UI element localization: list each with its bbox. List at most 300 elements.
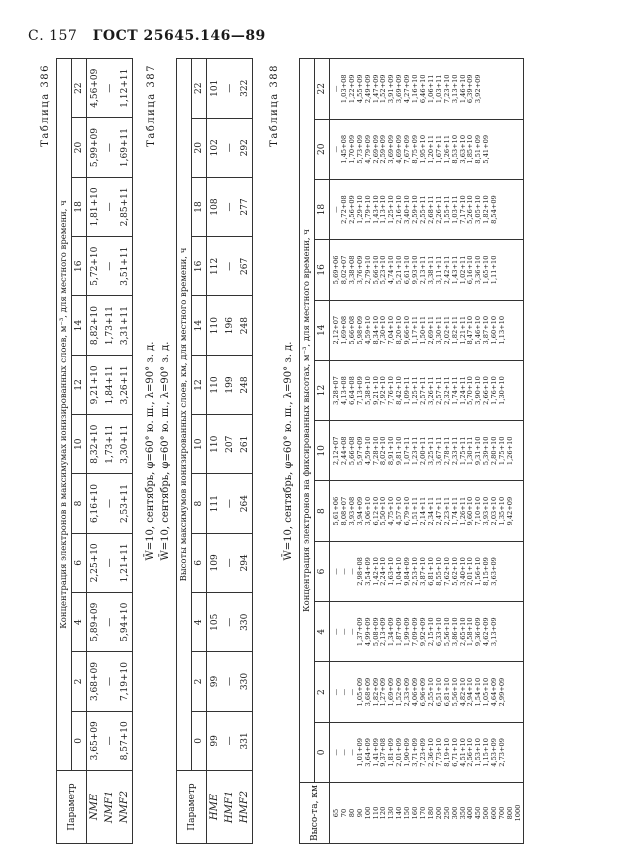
table-cell: 331 (237, 711, 253, 770)
table-cell: 2,12+07 (330, 421, 341, 481)
table-cell: 1,26+11 (460, 481, 468, 541)
table-cell: — (102, 593, 117, 652)
table-title: W̄=10, сентябрь, φ=60° ю. ш., λ=90° з. д. (160, 341, 171, 561)
table-cell (507, 179, 515, 239)
table-cell: 1,85+10 (467, 119, 475, 179)
hour-header: 4 (192, 593, 207, 652)
table-cell: 6,96+09 (420, 662, 428, 722)
table-cell: 1,82+09 (373, 662, 381, 722)
table-cell: — (102, 118, 117, 177)
table-cell: 5,23+10 (380, 240, 388, 300)
table-cell: 6,16+10 (467, 240, 475, 300)
table-cell: 1,03+11 (436, 59, 444, 120)
table-cell: 8,19+10 (444, 722, 452, 782)
table-cell: 1,03+08 (341, 59, 349, 120)
table-cell: 1,53+10 (475, 722, 483, 782)
table-cell: 1,11+10 (491, 240, 499, 300)
table-cell: 1,07+11 (404, 421, 412, 481)
table-cell: 1,52+09 (396, 662, 404, 722)
table-cell: 6,46+10 (420, 59, 428, 120)
hour-header: 16 (315, 240, 330, 300)
table-cell: 8,15+09 (483, 541, 491, 601)
hour-header: 6 (72, 533, 87, 592)
table-cell: 322 (237, 59, 253, 119)
table-cell: 277 (237, 177, 253, 236)
height-header: Высо-та, км (300, 783, 330, 844)
table-cell: 1,81+10 (87, 177, 103, 236)
table-cell: 6,61+10 (404, 240, 412, 300)
table-cell: 1,82+11 (452, 300, 460, 360)
table-cell: — (330, 602, 341, 662)
table-cell: 3,63+10 (460, 119, 468, 179)
table-cell: 5,46+10 (475, 300, 483, 360)
table-cell: 2,79+10 (365, 240, 373, 300)
table-cell: 1,03+11 (452, 179, 460, 239)
table-cell: 6,71+10 (452, 722, 460, 782)
hour-header: 10 (192, 415, 207, 474)
table-cell: 7,13+09 (357, 360, 365, 420)
table-cell: 8,54+09 (491, 179, 499, 239)
table-cell: 1,09+11 (404, 360, 412, 420)
hour-header: 4 (72, 593, 87, 652)
height-cell: 140 (396, 783, 404, 844)
table-cell: 7,17+10 (460, 179, 468, 239)
table-cell: 3,30+11 (436, 300, 444, 360)
table-cell: 6,79+10 (404, 481, 412, 541)
table-cell: 8,32+10 (87, 415, 103, 474)
height-cell: 300 (452, 783, 460, 844)
table-cell: 2,56+10 (467, 722, 475, 782)
table-cell: 7,04+10 (388, 300, 396, 360)
table-cell (507, 300, 515, 360)
table-386 (56, 58, 133, 844)
table-cell: 3,68+09 (365, 662, 373, 722)
table-cell: 1,29+10 (357, 179, 365, 239)
table-cell: 3,90+10 (475, 360, 483, 420)
table-cell: 3,54+09 (365, 541, 373, 601)
table-cell: 2,26+11 (436, 179, 444, 239)
table-cell: 196 (222, 296, 237, 355)
table-cell (483, 59, 491, 120)
table-cell: 1,30+10 (499, 360, 507, 420)
hour-header: 12 (192, 355, 207, 414)
table-cell: 8,82+10 (87, 296, 103, 355)
param-name: HMF2 (237, 771, 253, 844)
table-cell: — (341, 722, 349, 782)
table-cell: 2,57+11 (420, 360, 428, 420)
height-cell: 120 (380, 783, 388, 844)
table-cell: 3,87+10 (420, 541, 428, 601)
table-cell (499, 602, 507, 662)
table-cell (515, 119, 523, 179)
table-title-386: W̄=10, сентябрь, φ=60° ю. ш., λ=90° з. д. (145, 341, 156, 561)
table-cell: 2,33+11 (452, 421, 460, 481)
table-cell: 110 (207, 296, 223, 355)
table-cell: 1,05+09 (357, 662, 365, 722)
table-cell: — (222, 237, 237, 296)
table-cell (507, 602, 515, 662)
table-cell (515, 179, 523, 239)
hour-header: 10 (72, 415, 87, 474)
table-cell: — (349, 722, 357, 782)
height-cell: 450 (475, 783, 483, 844)
param-name: NMF1 (102, 771, 117, 844)
table-cell: 3,69+09 (396, 59, 404, 120)
table-cell (507, 360, 515, 420)
table-cell: 99 (207, 652, 223, 711)
table-cell: 1,79+10 (365, 179, 373, 239)
hour-header: 2 (192, 652, 207, 711)
table-cell: 4,79+09 (365, 119, 373, 179)
table-label: Таблица 388 (269, 64, 280, 147)
table-cell: 3,87+10 (483, 300, 491, 360)
hour-header: 8 (192, 474, 207, 533)
table-cell: 4,99+09 (365, 602, 373, 662)
table-cell: 3,25+11 (428, 421, 436, 481)
table-cell (515, 360, 523, 420)
table-cell: 3,36+10 (475, 240, 483, 300)
table-cell: 1,70+09 (349, 119, 357, 179)
table-cell: 6,12+10 (373, 481, 381, 541)
table-cell: 3,86+10 (452, 602, 460, 662)
table-cell: 3,64+09 (365, 722, 373, 782)
table-cell: 1,25+10 (388, 179, 396, 239)
table-cell: 9,81+10 (396, 421, 404, 481)
table-cell: 1,21+11 (117, 533, 133, 592)
table-cell: 4,59+10 (365, 300, 373, 360)
table-cell: — (349, 541, 357, 601)
table-cell: 7,19+10 (117, 652, 133, 711)
table-cell: 6,39+09 (467, 59, 475, 120)
table-cell: 3,26+11 (428, 360, 436, 420)
hour-header: 14 (192, 296, 207, 355)
table-cell: — (330, 662, 341, 722)
table-cell: 2,03+10 (491, 481, 499, 541)
table-cell: 99 (207, 711, 223, 770)
height-cell: 500 (483, 783, 491, 844)
table-cell: 7,30+10 (380, 300, 388, 360)
table-cell: 2,00+11 (420, 421, 428, 481)
table-cell: — (330, 59, 341, 120)
table-cell: 3,26+11 (117, 355, 133, 414)
height-cell: 130 (388, 783, 396, 844)
table-cell: 5,73+09 (357, 119, 365, 179)
table-cell: 248 (237, 296, 253, 355)
table-cell: 2,85+11 (117, 177, 133, 236)
table-cell: 9,60+10 (467, 481, 475, 541)
table-cell (515, 240, 523, 300)
hour-header: 2 (72, 652, 87, 711)
table-cell: 5,50+10 (380, 481, 388, 541)
table-cell: 3,13+10 (452, 59, 460, 120)
param-name: NMF2 (117, 771, 133, 844)
table-cell: 207 (222, 415, 237, 474)
table-cell: 1,69+09 (388, 662, 396, 722)
table-cell: 3,69+09 (388, 119, 396, 179)
table-cell: — (341, 602, 349, 662)
table-title: W̄=10, сентябрь, φ=60° ю. ш., λ=90° з. д. (283, 341, 294, 561)
hour-header: 20 (192, 118, 207, 177)
table-cell: 1,20+11 (428, 119, 436, 179)
table-cell: — (222, 177, 237, 236)
table-cell: 8,53+10 (452, 119, 460, 179)
table-cell: 1,16+10 (412, 59, 420, 120)
table-cell: 1,15+10 (483, 722, 491, 782)
table-cell: 1,47+09 (373, 59, 381, 120)
table-cell: 6,64+08 (349, 360, 357, 420)
table-cell (515, 602, 523, 662)
table-cell: 2,32+11 (444, 360, 452, 420)
table-row (87, 59, 103, 844)
table-cell: 5,21+10 (396, 240, 404, 300)
table-row (207, 59, 223, 844)
table-cell: — (222, 474, 237, 533)
table-cell: 8,55+10 (436, 541, 444, 601)
table-cell: 199 (222, 355, 237, 414)
table-cell: 5,70+10 (467, 360, 475, 420)
table-cell: 5,66+10 (373, 240, 381, 300)
table-cell: 3,76+09 (357, 240, 365, 300)
table-cell: 3,91+09 (388, 59, 396, 120)
table-cell: 2,25+10 (87, 533, 103, 592)
table-cell: 2,33+09 (404, 662, 412, 722)
table-cell: 5,99+09 (87, 118, 103, 177)
table-cell: 1,67+11 (436, 119, 444, 179)
table-cell: 4,56+09 (87, 59, 103, 118)
height-cell: 800 (507, 783, 515, 844)
table-cell: 5,98+09 (357, 300, 365, 360)
table-row (237, 59, 253, 844)
table-cell: 1,25+11 (412, 360, 420, 420)
table-cell (499, 119, 507, 179)
table-cell: 2,68+11 (428, 179, 436, 239)
table-cell: — (102, 237, 117, 296)
table-cell: 261 (237, 415, 253, 474)
table-cell: 1,41+09 (373, 722, 381, 782)
table-cell: 7,76+10 (388, 360, 396, 420)
height-cell: 160 (412, 783, 420, 844)
table-cell: 1,51+11 (412, 481, 420, 541)
table-cell: 1,75+11 (460, 421, 468, 481)
table-cell: 2,01+09 (396, 722, 404, 782)
table-cell: 9,21+10 (87, 355, 103, 414)
table-cell (507, 662, 515, 722)
table-cell: 8,51+09 (475, 119, 483, 179)
table-cell: 3,40+10 (460, 541, 468, 601)
table-cell: 5,08+09 (373, 602, 381, 662)
table-cell: 4,59+10 (365, 421, 373, 481)
table-cell: 8,02+10 (380, 421, 388, 481)
hour-header: 18 (192, 177, 207, 236)
table-cell: 9,66+10 (404, 300, 412, 360)
table-cell: 1,69+08 (341, 300, 349, 360)
table-cell: 9,31+10 (475, 421, 483, 481)
table-cell: 3,51+11 (117, 237, 133, 296)
table-cell (507, 59, 515, 120)
height-cell: 180 (428, 783, 436, 844)
table-cell: 2,78+11 (444, 421, 452, 481)
table-cell: 3,71+09 (412, 722, 420, 782)
table-cell: 3,40+10 (404, 179, 412, 239)
table-cell: 1,02+11 (460, 240, 468, 300)
hour-header: 18 (315, 179, 330, 239)
table-cell: 5,56+10 (444, 602, 452, 662)
height-cell: 80 (349, 783, 357, 844)
table-cell: 7,67+09 (404, 119, 412, 179)
table-cell: 9,42+09 (507, 481, 515, 541)
table-cell: 2,13+09 (380, 602, 388, 662)
hour-header: 12 (72, 355, 87, 414)
table-cell: 4,64+09 (491, 662, 499, 722)
height-cell: 700 (499, 783, 507, 844)
height-cell: 1000 (515, 783, 523, 844)
table-cell: 2,94+10 (467, 662, 475, 722)
table-cell: 294 (237, 533, 253, 592)
table-cell: 9,84+09 (404, 541, 412, 601)
table-cell: 8,08+07 (341, 481, 349, 541)
table-cell: 3,92+09 (475, 59, 483, 120)
param-name: HMF1 (222, 771, 237, 844)
table-cell: 2,53+10 (412, 541, 420, 601)
table-cell: 8,02+07 (341, 240, 349, 300)
table-cell: 1,75+10 (499, 421, 507, 481)
table-cell: 1,81+09 (388, 722, 396, 782)
table-cell (491, 59, 499, 120)
height-cell: 150 (404, 783, 412, 844)
table-cell: 1,45+08 (341, 119, 349, 179)
table-cell: 1,60+10 (491, 300, 499, 360)
table-cell: 109 (207, 533, 223, 592)
table-cell: 2,47+11 (436, 481, 444, 541)
table-cell: 4,82+10 (460, 662, 468, 722)
table-caption: Высоты максимумов ионизированных слоев, км, для местного времени, ч (177, 59, 192, 771)
table-cell: 3,65+09 (87, 711, 103, 770)
height-cell: 350 (460, 783, 468, 844)
table-cell: 1,95+10 (420, 119, 428, 179)
table-cell (515, 662, 523, 722)
table-cell: 3,28+07 (330, 360, 341, 420)
table-cell: 101 (207, 59, 223, 119)
table-cell: 1,84+11 (102, 355, 117, 414)
hour-header: 8 (315, 481, 330, 541)
hour-header: 22 (315, 59, 330, 120)
table-cell (515, 541, 523, 601)
table-cell: 4,57+10 (396, 481, 404, 541)
table-cell (499, 541, 507, 601)
table-cell: — (102, 59, 117, 118)
table-cell: 2,49+09 (365, 59, 373, 120)
table-cell: 8,91+10 (388, 421, 396, 481)
hour-header: 0 (315, 722, 330, 782)
hour-header: 20 (72, 118, 87, 177)
table-cell: 6,33+10 (436, 602, 444, 662)
table-cell: 5,66+08 (349, 421, 357, 481)
table-cell: 8,34+10 (373, 300, 381, 360)
table-cell: 110 (207, 415, 223, 474)
table-cell: 1,87+09 (396, 602, 404, 662)
table-cell: 2,01+10 (467, 541, 475, 601)
table-cell: 8,42+10 (396, 360, 404, 420)
table-cell: 7,09+09 (412, 602, 420, 662)
table-cell (499, 240, 507, 300)
table-cell: 2,14+11 (420, 481, 428, 541)
table-cell: 2,12+07 (330, 300, 341, 360)
table-cell: 3,67+11 (436, 421, 444, 481)
table-cell: 1,82+10 (483, 179, 491, 239)
table-cell: 1,01+09 (357, 722, 365, 782)
table-cell: 5,61+06 (330, 481, 341, 541)
height-cell: 110 (373, 783, 381, 844)
table-cell: 1,17+11 (412, 300, 420, 360)
table-cell: 4,06+09 (412, 662, 420, 722)
table-cell: — (102, 711, 117, 770)
table-387 (176, 58, 253, 844)
hour-header: 14 (315, 300, 330, 360)
table-cell: 330 (237, 593, 253, 652)
table-cell: 4,53+09 (491, 722, 499, 782)
table-cell (507, 722, 515, 782)
table-cell: 3,93+10 (483, 481, 491, 541)
table-cell: — (102, 652, 117, 711)
table-cell (507, 119, 515, 179)
table-cell: — (222, 59, 237, 119)
table-cell: 267 (237, 237, 253, 296)
table-cell: 7,28+10 (373, 421, 381, 481)
hour-header: 16 (192, 237, 207, 296)
hour-header: 22 (192, 59, 207, 119)
table-cell: 330 (237, 652, 253, 711)
table-cell: 1,46+10 (460, 59, 468, 120)
hour-header: 6 (192, 533, 207, 592)
table-cell: 4,51+10 (460, 722, 468, 782)
table-cell: 1,06+11 (428, 59, 436, 120)
hour-header: 16 (72, 237, 87, 296)
param-name: HME (207, 771, 223, 844)
table-cell: 5,66+08 (349, 300, 357, 360)
table-cell: — (341, 662, 349, 722)
height-cell: 70 (341, 783, 349, 844)
table-cell: 2,42+11 (444, 240, 452, 300)
hour-header: 22 (72, 59, 87, 118)
table-cell: 1,43+11 (452, 240, 460, 300)
table-cell: 1,73+11 (102, 415, 117, 474)
table-cell (507, 240, 515, 300)
hour-header: 12 (315, 360, 330, 420)
table-cell: 111 (207, 474, 223, 533)
table-cell: 8,20+10 (396, 300, 404, 360)
table-cell: 6,81+10 (444, 662, 452, 722)
table-cell: 1,58+10 (467, 602, 475, 662)
table-cell: 2,69+09 (373, 119, 381, 179)
table-cell: 4,74+10 (388, 240, 396, 300)
table-cell: 5,89+09 (87, 593, 103, 652)
table-cell: 9,21+10 (373, 360, 381, 420)
hour-header: 20 (315, 119, 330, 179)
table-cell: 1,30+11 (467, 421, 475, 481)
table-cell: 2,36+10 (428, 722, 436, 782)
table-cell: 1,69+11 (117, 118, 133, 177)
table-cell: 3,93+08 (349, 481, 357, 541)
table-cell: 4,69+09 (396, 119, 404, 179)
table-cell: — (330, 722, 341, 782)
table-cell: 6,51+10 (436, 662, 444, 722)
table-cell: 6,16+10 (87, 474, 103, 533)
table-caption: Концентрация электронов в максимумах ионизированных слоев, м⁻³, для местного времени, ч (57, 59, 72, 771)
table-cell: 9,36+09 (475, 602, 483, 662)
height-cell: 250 (444, 783, 452, 844)
table-cell: 3,13+09 (491, 602, 499, 662)
table-cell: 5,41+09 (483, 119, 491, 179)
